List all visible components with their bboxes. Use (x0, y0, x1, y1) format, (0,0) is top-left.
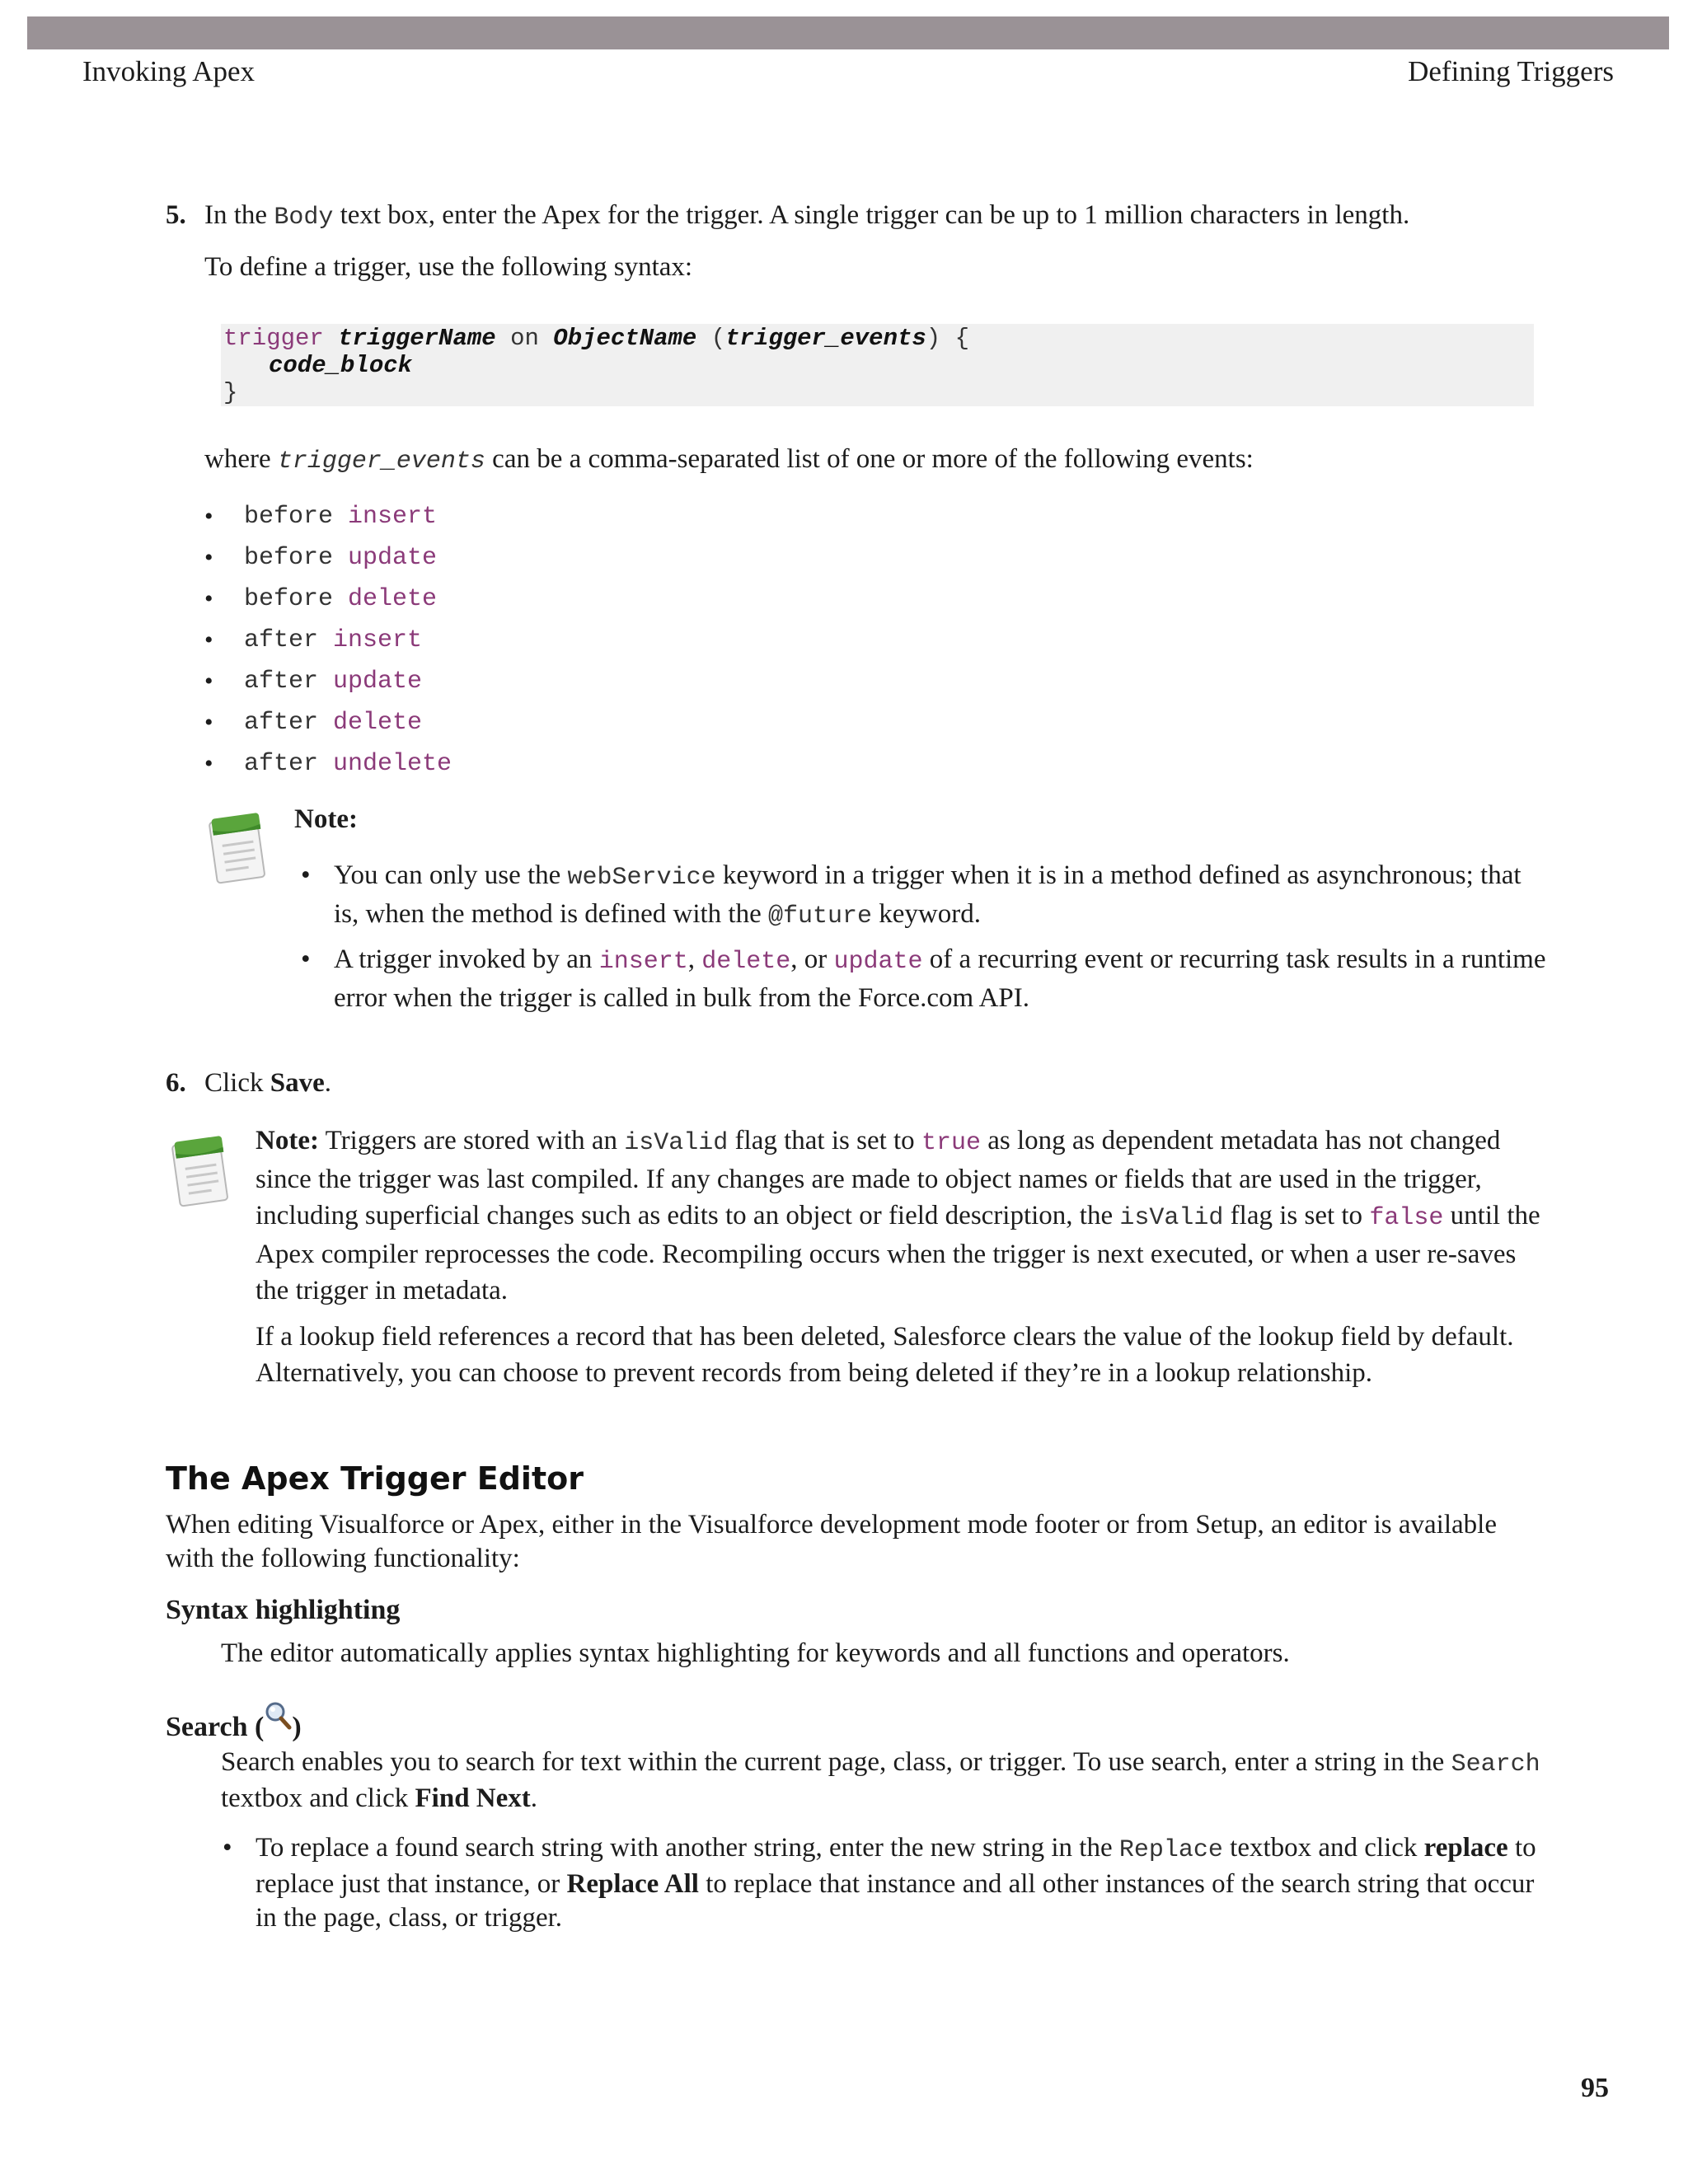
list-item: • after insert (204, 620, 452, 661)
note-icon (204, 806, 269, 887)
section-heading: The Apex Trigger Editor (166, 1460, 584, 1497)
trigger-events-list (204, 496, 452, 785)
step-6-number: 6. (166, 1068, 186, 1098)
running-header-left: Invoking Apex (82, 55, 256, 87)
note-paragraph-isvalid: Note: Triggers are stored with an isValid flag that is set to true as long as dependent metadata has not changed since the trigger was last compiled. If any changes are made to object names or fields that are used in the trigger, including superficial changes such as edits to an object or field description, the isValid flag is set to false until the Apex compiler reprocesses the code. Recompiling occurs when the trigger is next executed, or when a user re-saves the trigger in metadata. (256, 1126, 1540, 1305)
list-item: • before delete (204, 579, 452, 620)
magnifier-icon (264, 1701, 292, 1731)
note-bullets (294, 857, 1547, 1023)
list-item: • You can only use the webService keyword in a trigger when it is in a method defined as asynchronous; that is, when the method is defined with the @future keyword. (294, 857, 1547, 935)
syntax-highlighting-desc: The editor automatically applies syntax highlighting for keywords and all functions and operators. (221, 1638, 1290, 1668)
list-item: • To replace a found search string with another string, enter the new string in the Replace textbox and click replace to replace just that instance, or Replace All to replace that instance and all other instances of the search string that occur in the page, class, or trigger. (216, 1831, 1548, 1935)
list-item: • A trigger invoked by an insert, delete, or update of a recurring event or recurring task results in a runtime error when the trigger is called in bulk from the Force.com API. (294, 941, 1547, 1016)
running-header-right: Defining Triggers (1408, 55, 1614, 87)
step-5-text: In the Body text box, enter the Apex for the trigger. A single trigger can be up to 1 million characters in length. (204, 200, 1410, 232)
list-item: • after delete (204, 702, 452, 743)
trigger-syntax-code: trigger triggerName on ObjectName (trigger_events) { code_block } (221, 324, 1534, 406)
replace-bullets (216, 1831, 1548, 1942)
term-syntax-highlighting: Syntax highlighting (166, 1595, 401, 1625)
syntax-intro: To define a trigger, use the following syntax: (204, 252, 693, 282)
step-6-text: Click Save. (204, 1068, 331, 1098)
step-5-number: 5. (166, 200, 186, 230)
list-item: • before insert (204, 496, 452, 537)
list-item: • before update (204, 537, 452, 579)
note-icon (167, 1129, 232, 1210)
where-text: where trigger_events can be a comma-separated list of one or more of the following events: (204, 444, 1254, 476)
page-number: 95 (1581, 2073, 1609, 2103)
section-intro: When editing Visualforce or Apex, either in the Visualforce development mode footer or from Setup, an editor is available with the following functionality: (166, 1510, 1497, 1573)
list-item: • after undelete (204, 743, 452, 785)
term-search: Search ( ) (166, 1701, 302, 1746)
note-title: Note: (294, 804, 358, 834)
list-item: • after update (204, 661, 452, 702)
header-bar (27, 16, 1669, 49)
search-desc: Search enables you to search for text within the current page, class, or trigger. To use search, enter a string in the Search textbox and click Find Next. (221, 1747, 1540, 1813)
note-paragraph-lookup: If a lookup field references a record that has been deleted, Salesforce clears the value of the lookup field by default. Alternatively, you can choose to prevent records from being deleted if they’re in a lookup relationship. (256, 1322, 1514, 1388)
code-body: Body (274, 204, 334, 232)
